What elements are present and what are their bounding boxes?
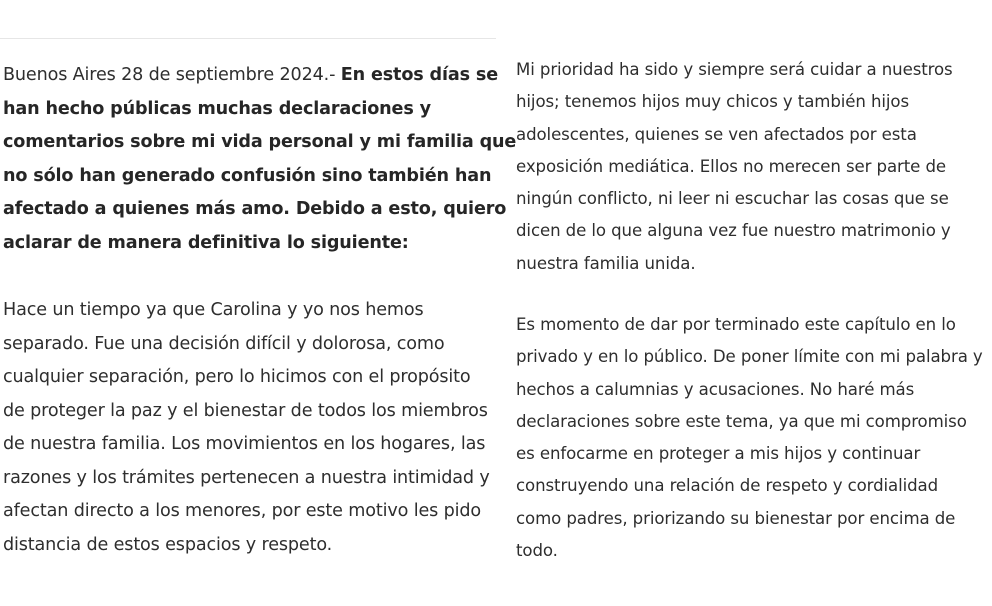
text-line: han hecho públicas muchas declaraciones y (3, 98, 431, 119)
text-line: distancia de estos espacios y respeto. (3, 534, 333, 555)
text-line: adolescentes, quienes se ven afectados por esta (516, 124, 917, 144)
text-line: ningún conflicto, ni leer ni escuchar las cosas que se (516, 189, 949, 209)
text-line: afectan directo a los menores, por este motivo les pido (3, 501, 481, 521)
text-line: separado. Fue una decisión difícil y dolorosa, como (3, 333, 445, 354)
text-line: nuestra familia unida. (516, 253, 696, 273)
text-line: aclarar de manera definitiva lo siguiente: (3, 232, 409, 253)
text-line: dicen de lo que alguna vez fue nuestro matrimonio y (516, 221, 951, 241)
text-line: Hace un tiempo ya que Carolina y yo nos hemos (3, 300, 424, 320)
text-line: de proteger la paz y el bienestar de todos los miembros (3, 400, 488, 421)
text-line: de nuestra familia. Los movimientos en los hogares, las (3, 434, 486, 454)
text-line (3, 59, 516, 93)
text-line: como padres, priorizando su bienestar por encima de (516, 508, 956, 528)
intro-paragraph (3, 59, 516, 260)
text-line: cualquier separación, pero lo hicimos con el propósito (3, 367, 471, 387)
text-line: construyendo una relación de respeto y cordialidad (516, 476, 939, 496)
closing-paragraph (516, 309, 983, 567)
text-line: afectado a quienes más amo. Debido a esto, quiero (3, 199, 507, 219)
top-divider (0, 38, 496, 39)
text-line: Es momento de dar por terminado este capítulo en lo (516, 315, 956, 334)
text-line: comentarios sobre mi vida personal y mi familia que (3, 132, 517, 152)
text-line: todo. (516, 541, 558, 561)
text-line: razones y los trámites pertenecen a nuestra intimidad y (3, 467, 490, 488)
text-line: Mi prioridad ha sido y siempre será cuidar a nuestros (516, 60, 953, 79)
text-line: hijos; tenemos hijos muy chicos y también hijos (516, 92, 910, 112)
text-line: hechos a calumnias y acusaciones. No haré más (516, 379, 915, 399)
text-line: no sólo han generado confusión sino también han (3, 165, 492, 186)
text-line: exposición mediática. Ellos no merecen ser parte de (516, 156, 946, 176)
children-priority-paragraph (516, 54, 953, 280)
dateline-text: Buenos Aires 28 de septiembre 2024.- (3, 65, 341, 85)
text-line: declaraciones sobre este tema, ya que mi compromiso (516, 411, 967, 431)
text-line: privado y en lo público. De poner límite con mi palabra y (516, 347, 983, 367)
bold-text: En estos días se (340, 65, 499, 85)
separation-paragraph (3, 294, 490, 562)
text-line: es enfocarme en proteger a mis hijos y continuar (516, 444, 921, 464)
